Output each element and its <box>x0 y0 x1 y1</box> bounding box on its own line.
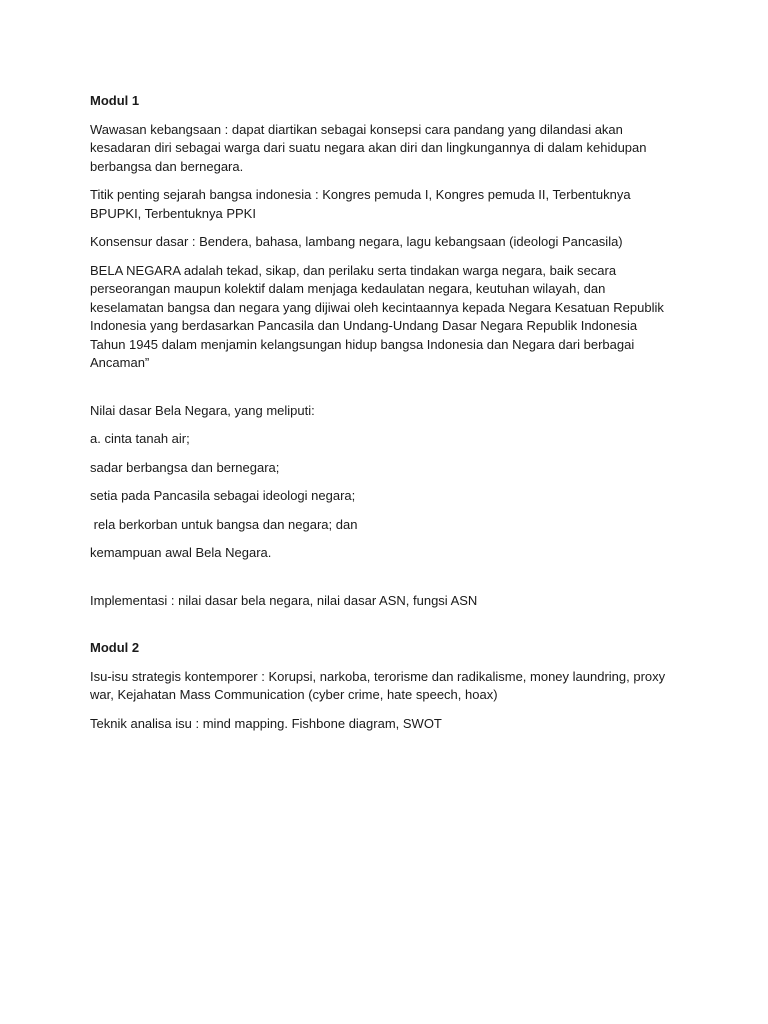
teknik-analisa-paragraph: Teknik analisa isu : mind mapping. Fishbone diagram, SWOT <box>90 715 442 731</box>
spacer <box>90 573 675 592</box>
spacer <box>90 620 675 639</box>
titik-penting-paragraph: Titik penting sejarah bangsa indonesia : Kongres pemuda I, Kongres pemuda II, Terbentuknya BPUPKI, Terbentuknya PPKI <box>90 187 635 221</box>
nilai-item: sadar berbangsa dan bernegara; <box>90 459 280 475</box>
wawasan-paragraph: Wawasan kebangsaan : dapat diartikan sebagai konsepsi cara pandang yang dilandasi akan kesadaran diri sebagai warga dari suatu negara akan diri dan lingkungannya di dalam kehidupan berbangsa dan bernegara. <box>90 121 651 174</box>
isu-strategis-paragraph: Isu-isu strategis kontemporer : Korupsi, narkoba, terorisme dan radikalisme, money laundring, proxy war, Kejahatan Mass Communication (cyber crime, hate speech, hoax) <box>90 668 669 702</box>
bela-negara-paragraph: BELA NEGARA adalah tekad, sikap, dan perilaku serta tindakan warga negara, baik secara perseorangan maupun kolektif dalam menjaga kedaulatan negara, keutuhan wilayah, dan keselamatan bangsa dan negara yang dijiwai oleh kecintaannya kepada Negara Kesatuan Republik Indonesia yang berdasarkan Pancasila dan Undang-Undang Dasar Negara Republik Indonesia Tahun 1945 dalam menjamin kelangsungan hidup bangsa Indonesia dan Negara dari berbagai Ancaman” <box>90 262 668 370</box>
nilai-item: setia pada Pancasila sebagai ideologi negara; <box>90 488 356 503</box>
modul-2-heading: Modul 2 <box>90 640 140 655</box>
modul-1-heading: Modul 1 <box>90 93 140 108</box>
nilai-item: a. cinta tanah air; <box>90 431 190 446</box>
nilai-dasar-intro: Nilai dasar Bela Negara, yang meliputi: <box>90 402 315 418</box>
document-page <box>90 92 675 743</box>
spacer <box>90 383 675 402</box>
nilai-item: rela berkorban untuk bangsa dan negara; dan <box>90 516 358 532</box>
konsensus-paragraph: Konsensur dasar : Bendera, bahasa, lambang negara, lagu kebangsaan (ideologi Pancasila) <box>90 234 623 249</box>
nilai-item: kemampuan awal Bela Negara. <box>90 545 272 560</box>
implementasi-paragraph: Implementasi : nilai dasar bela negara, nilai dasar ASN, fungsi ASN <box>90 592 478 608</box>
